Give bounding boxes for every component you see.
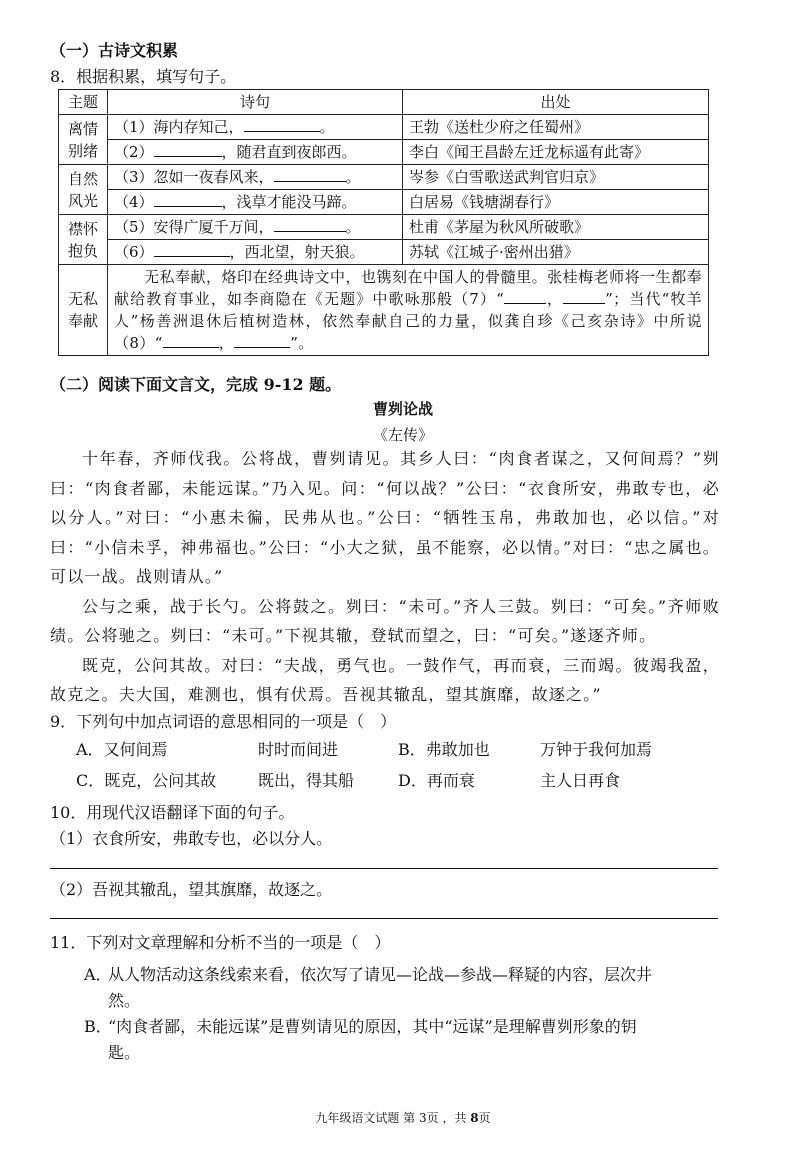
answer-blank[interactable] — [154, 142, 222, 157]
q11-option-a-label[interactable]: A． — [84, 965, 112, 984]
q9-option-a[interactable] — [76, 737, 168, 760]
option-phrase: 弗敢加也 — [425, 740, 490, 759]
passage-body — [50, 444, 720, 710]
poetry-table — [58, 89, 709, 356]
verse-text: （1）海内存知己， — [114, 118, 244, 136]
answer-line-1[interactable] — [50, 868, 718, 869]
option-label: D． — [398, 771, 427, 790]
verse-text: ，西北望，射天狼。 — [229, 243, 365, 261]
verse-text: （4） — [114, 193, 154, 211]
verse-cell — [108, 140, 403, 165]
dedication-text: ”；当代“牧羊人”杨善洲退休后植树造林，依然奉献自己的力量，似龚自珍《己亥杂诗》中所说（8）“ — [114, 290, 702, 352]
footer-text: 九年级语文试题 第 3页 ，共 — [315, 1111, 471, 1125]
dedication-cell — [108, 265, 709, 356]
theme-cell: 无私奉献 — [59, 265, 108, 356]
answer-blank[interactable] — [234, 333, 290, 348]
theme-cell: 自然风光 — [59, 165, 108, 215]
q11-option-a-line: 然。 — [108, 991, 141, 1010]
footer-text: 页 — [478, 1111, 491, 1125]
source-cell: 白居易《钱塘湖春行》 — [403, 190, 709, 215]
answer-blank[interactable] — [274, 167, 346, 182]
q11-prompt: 11．下列对文章理解和分析不当的一项是（ ） — [50, 933, 391, 952]
source-cell: 岑参《白雪歌送武判官归京》 — [403, 165, 709, 190]
q9-option-d[interactable] — [398, 768, 475, 791]
dedication-text: ， — [218, 334, 235, 352]
theme-cell: 离情别绪 — [59, 115, 108, 165]
source-cell: 李白《闻王昌龄左迁龙标遥有此寄》 — [403, 140, 709, 165]
q9-prompt: 9．下列句中加点词语的意思相同的一项是（ ） — [50, 712, 397, 731]
answer-blank[interactable] — [274, 217, 346, 232]
verse-text: （2） — [114, 143, 154, 161]
q9-option-c[interactable] — [76, 768, 216, 791]
option-phrase: 又何间焉 — [103, 740, 168, 759]
q9-option-b[interactable] — [398, 737, 490, 760]
verse-text: 。 — [345, 168, 361, 186]
passage-paragraph: 十年春，齐师伐我。公将战，曹刿请见。其乡人曰：“肉食者谋之，又何间焉？”刿曰：“肉食者鄙，未能远谋。”乃入见。问：“何以战？”公曰：“衣食所安，弗敢专也，必以分人。”对曰：“小惠未徧，民弗从也。”公曰：“牺牲玉帛，弗敢加也，必以信。”对曰：“小信未孚，神弗福也。”公曰：“小大之狱，虽不能察，必以情。”对曰：“忠之属也。可以一战。战则请从。” — [50, 449, 720, 586]
option-label: C． — [76, 771, 105, 790]
answer-blank[interactable] — [504, 289, 546, 304]
answer-blank[interactable] — [154, 192, 222, 207]
passage-paragraph: 公与之乘，战于长勺。公将鼓之。刿曰：“未可。”齐人三鼓。刿曰：“可矣。”齐师败绩。公将驰之。刿曰：“未可。”下视其辙，登轼而望之，曰：“可矣。”遂逐齐师。 — [50, 596, 720, 645]
q9-option-d-compare: 主人日再食 — [540, 771, 621, 790]
verse-text: （3）忽如一夜春风来， — [114, 168, 274, 186]
answer-blank[interactable] — [244, 117, 320, 132]
verse-text: （6） — [114, 243, 154, 261]
dedication-text: ， — [546, 290, 564, 308]
q11-option-b-label[interactable]: B． — [84, 1017, 112, 1036]
q8-prompt: 8．根据积累，填写句子。 — [50, 67, 237, 86]
header-source: 出处 — [403, 90, 709, 115]
q9-option-a-compare: 时时而间进 — [258, 740, 339, 759]
dedication-text: ”。 — [290, 334, 314, 352]
option-phrase: 再而衰 — [426, 771, 475, 790]
verse-cell — [108, 215, 403, 240]
verse-cell — [108, 115, 403, 140]
verse-cell — [108, 165, 403, 190]
q10-prompt: 10．用现代汉语翻译下面的句子。 — [50, 803, 295, 822]
source-cell: 王勃《送杜少府之任蜀州》 — [403, 115, 709, 140]
header-verse: 诗句 — [108, 90, 403, 115]
header-theme: 主题 — [59, 90, 108, 115]
verse-text: ，随君直到夜郎西。 — [221, 143, 357, 161]
q10-sentence-1: （1）衣食所安，弗敢专也，必以分人。 — [50, 829, 333, 848]
source-cell: 杜甫《茅屋为秋风所破歌》 — [403, 215, 709, 240]
verse-cell — [108, 240, 403, 265]
passage-title: 曹刿论战 — [372, 400, 433, 418]
dedication-text: 无私奉献，烙印在经典诗文中，也镌刻在中国人的骨髓里。张桂梅老师将一生都奉献给教育事业，如李商隐在《无题》中歌咏那般（7）“ — [114, 268, 702, 308]
theme-cell: 襟怀抱负 — [59, 215, 108, 265]
answer-blank[interactable] — [563, 289, 605, 304]
section1-title: （一）古诗文积累 — [50, 41, 179, 60]
answer-blank[interactable] — [163, 333, 219, 348]
answer-line-2[interactable] — [50, 918, 718, 919]
page-footer — [0, 1109, 806, 1126]
verse-text: 。 — [345, 218, 361, 236]
verse-cell — [108, 190, 403, 215]
q9-option-c-compare: 既出，得其船 — [258, 771, 355, 790]
option-phrase: 既克，公问其故 — [104, 771, 217, 790]
source-cell: 苏轼《江城子·密州出猎》 — [403, 240, 709, 265]
q11-option-b-line: “肉食者鄙，未能远谋”是曹刿请见的原因，其中“远谋”是理解曹刿形象的钥 — [108, 1017, 637, 1036]
footer-total-pages: 8 — [470, 1111, 479, 1125]
verse-text: （5）安得广厦千万间， — [114, 218, 274, 236]
answer-blank[interactable] — [154, 242, 230, 257]
q10-sentence-2: （2）吾视其辙乱，望其旗靡，故逐之。 — [50, 880, 333, 899]
q9-option-b-compare: 万钟于我何加焉 — [540, 740, 653, 759]
verse-text: 。 — [319, 118, 335, 136]
verse-text: ，浅草才能没马蹄。 — [221, 193, 357, 211]
option-label: B． — [398, 740, 426, 759]
q11-option-a-line: 从人物活动这条线索来看，依次写了请见—论战—参战—释疑的内容，层次井 — [108, 965, 653, 984]
passage-source: 《左传》 — [372, 426, 433, 444]
q11-option-b-line: 匙。 — [108, 1043, 141, 1062]
option-label: A． — [76, 740, 104, 759]
section2-title: （二）阅读下面文言文，完成 9-12 题。 — [50, 375, 342, 394]
passage-paragraph: 既克，公问其故。对曰：“夫战，勇气也。一鼓作气，再而衰，三而竭。彼竭我盈，故克之。夫大国，难测也，惧有伏焉。吾视其辙乱，望其旗靡，故逐之。” — [50, 655, 720, 704]
